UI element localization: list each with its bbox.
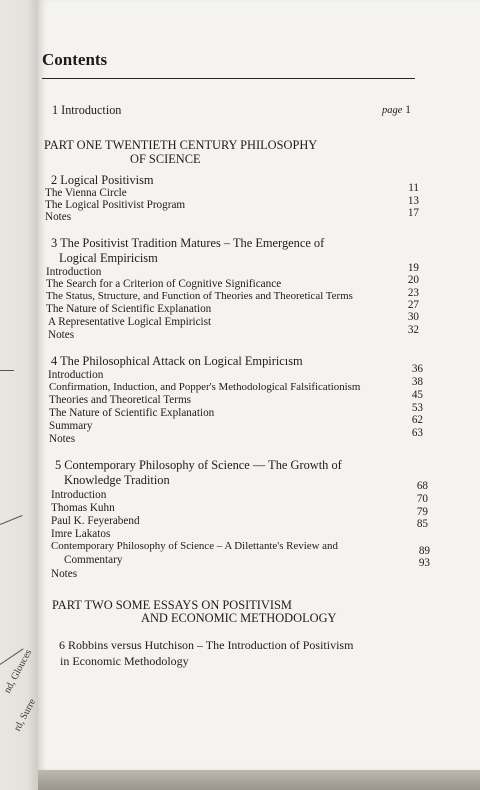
ch5-item: Introduction [51,489,107,501]
ch5-page: 79 [416,506,428,518]
ch5-page: 85 [416,518,428,530]
part-one-heading-line2: OF SCIENCE [130,152,201,166]
chapter-6-heading-line2: in Economic Methodology [60,654,189,668]
ch5-page: 93 [418,557,430,569]
ch3-page: 20 [407,274,419,286]
page-title: Contents [42,50,108,69]
left-page-mark [0,370,14,371]
part-one-heading-line1: PART ONE TWENTIETH CENTURY PHILOSOPHY [44,138,318,152]
ch4-page: 62 [411,414,423,426]
ch4-item: Confirmation, Induction, and Popper's Methodological Falsificationism [49,381,361,393]
ch3-item: The Search for a Criterion of Cognitive Significance [46,278,282,290]
chapter-6-heading-line1: 6 Robbins versus Hutchison – The Introduction of Positivism [59,638,354,652]
title-rule [42,78,415,79]
ch2-page: 13 [407,195,419,207]
ch4-page: 38 [411,376,423,388]
ch5-item: Thomas Kuhn [51,502,115,514]
left-page-fragment: nd, Glouces [2,647,35,696]
chapter-5-heading-line1: 5 Contemporary Philosophy of Science — The Growth of [55,458,342,472]
ch3-item: The Status, Structure, and Function of Theories and Theoretical Terms [46,290,353,302]
part-two-heading-line1: PART TWO SOME ESSAYS ON POSITIVISM [52,598,292,612]
chapter-5-heading-line2: Knowledge Tradition [64,473,170,487]
ch2-page: 11 [408,182,419,194]
ch2-item: The Vienna Circle [45,187,127,199]
ch2-page: 17 [407,207,419,219]
chapter-3-heading-line2: Logical Empiricism [59,251,158,265]
ch5-item: Notes [51,568,78,580]
ch5-item: Paul K. Feyerabend [51,515,140,527]
ch5-item: Imre Lakatos [51,528,111,540]
ch3-page: 27 [407,299,419,311]
toc-page-introduction [382,104,411,117]
ch3-page: 23 [407,287,419,299]
ch4-item: Notes [49,433,76,445]
ch4-page: 45 [411,389,423,401]
ch3-page: 19 [407,262,419,274]
ch4-item: Summary [49,420,93,432]
ch4-item: Theories and Theoretical Terms [49,394,192,406]
ch4-page: 63 [411,427,423,439]
adjacent-left-page [0,0,38,790]
left-page-mark [0,515,22,525]
ch2-item: Notes [45,211,72,223]
page-bottom-edge [38,770,480,790]
ch4-item: The Nature of Scientific Explanation [49,407,215,419]
chapter-4-heading: 4 The Philosophical Attack on Logical Empiricıѕm [51,354,303,368]
part-two-heading-line2: AND ECONOMIC METHODOLOGY [141,611,337,625]
ch3-page: 30 [407,311,419,323]
ch2-item: The Logical Positivist Program [45,199,186,211]
left-page-fragment: rd, Surre [12,697,39,734]
chapter-2-heading: 2 Logical Positivism [51,173,154,187]
chapter-3-heading-line1: 3 The Positivist Tradition Matures – The Emergence of [51,236,325,250]
toc-entry-introduction: 1 Introduction [52,103,122,117]
ch5-page: 70 [416,493,428,505]
ch4-page: 36 [411,363,423,375]
ch5-page: 89 [418,545,430,557]
ch4-page: 53 [411,402,423,414]
contents-page [38,0,480,770]
ch3-page: 32 [407,324,419,336]
ch3-item: The Nature of Scientific Explanation [46,303,212,315]
page-number: 1 [405,104,411,116]
ch4-item: Introduction [48,369,104,381]
page-label: page [382,105,403,116]
ch3-item: Notes [48,329,75,341]
ch3-item: Introduction [46,266,102,278]
ch5-page: 68 [416,480,428,492]
ch3-item: A Representative Logical Empiricist [48,316,212,328]
ch5-item: Contemporary Philosophy of Science – A Dilettante's Review and [51,540,338,552]
ch5-item: Commentary [64,554,123,566]
